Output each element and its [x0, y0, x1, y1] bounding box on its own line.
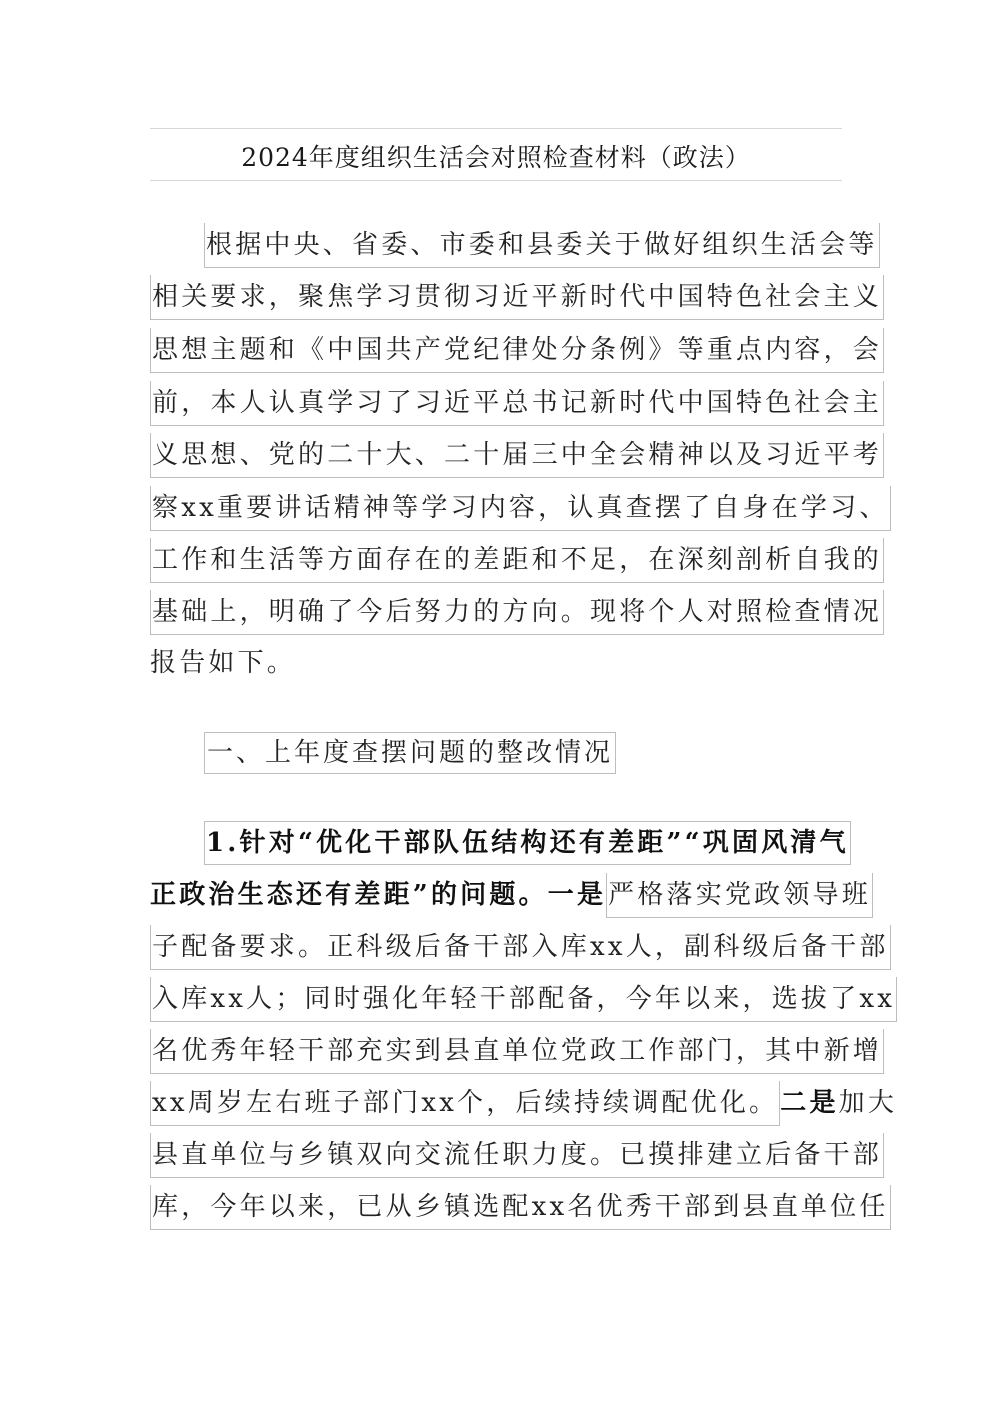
intro-line-5-text: 义思想、党的二十大、二十届三中全会精神以及习近平考 — [150, 433, 884, 478]
intro-line-8-text: 基础上，明确了今后努力的方向。现将个人对照检查情况 — [150, 590, 884, 635]
intro-line-7-text: 工作和生活等方面存在的差距和不足，在深刻剖析自我的 — [150, 538, 884, 583]
item1-line-1-text: 1.针对“优化干部队伍结构还有差距”“巩固风清气 — [204, 821, 851, 865]
section-1-heading: 一、上年度查摆问题的整改情况 — [204, 732, 616, 774]
item1-line-2 — [150, 872, 873, 918]
item1-line-2-bold: 正政治生态还有差距”的问题。一是 — [150, 880, 607, 910]
intro-line-4-text: 前，本人认真学习了习近平总书记新时代中国特色社会主 — [150, 381, 884, 426]
item1-line-6-bold: 二是 — [780, 1088, 839, 1118]
item1-line-3-text: 子配备要求。正科级后备干部入库xx人，副科级后备干部 — [150, 925, 891, 970]
item1-line-5-text: 名优秀年轻干部充实到县直单位党政工作部门，其中新增 — [150, 1029, 884, 1074]
document-title: 2024年度组织生活会对照检查材料（政法） — [241, 143, 751, 172]
item1-line-6-text: xx周岁左右班子部门xx个，后续持续调配优化。 — [150, 1081, 780, 1126]
item1-line-7 — [150, 1132, 884, 1178]
item1-line-7-text: 县直单位与乡镇双向交流任职力度。已摸排建立后备干部 — [150, 1133, 884, 1178]
item1-line-6-post: 加大 — [838, 1088, 898, 1118]
intro-line-9 — [150, 640, 296, 686]
item1-line-5 — [150, 1028, 884, 1074]
intro-line-7 — [150, 537, 884, 583]
item1-line-3 — [150, 924, 891, 970]
item1-line-4-text: 入库xx人；同时强化年轻干部配备，今年以来，选拔了xx — [150, 977, 897, 1022]
intro-line-6 — [150, 485, 891, 531]
item1-line-8 — [150, 1184, 891, 1230]
intro-line-3-text: 思想主题和《中国共产党纪律处分条例》等重点内容，会 — [150, 328, 884, 373]
intro-line-4 — [150, 380, 884, 426]
header-rule-top — [150, 128, 842, 129]
intro-line-5 — [150, 432, 884, 478]
intro-line-2 — [150, 274, 884, 320]
intro-line-3 — [150, 327, 884, 373]
item1-line-1 — [204, 820, 851, 866]
intro-line-9-text: 报告如下。 — [150, 648, 297, 678]
intro-line-6-text: 察xx重要讲话精神等学习内容，认真查摆了自身在学习、 — [150, 486, 891, 531]
item1-line-8-text: 库，今年以来，已从乡镇选配xx名优秀干部到县直单位任 — [150, 1185, 891, 1230]
item1-line-4 — [150, 976, 897, 1022]
intro-line-8 — [150, 589, 884, 635]
intro-line-1 — [204, 222, 880, 268]
item1-line-2-text: 严格落实党政领导班 — [606, 873, 873, 918]
header-rule-bottom — [150, 180, 842, 181]
intro-line-2-text: 相关要求，聚焦学习贯彻习近平新时代中国特色社会主义 — [150, 275, 884, 320]
intro-line-1-text: 根据中央、省委、市委和县委关于做好组织生活会等 — [204, 223, 880, 268]
item1-line-6 — [150, 1080, 897, 1126]
